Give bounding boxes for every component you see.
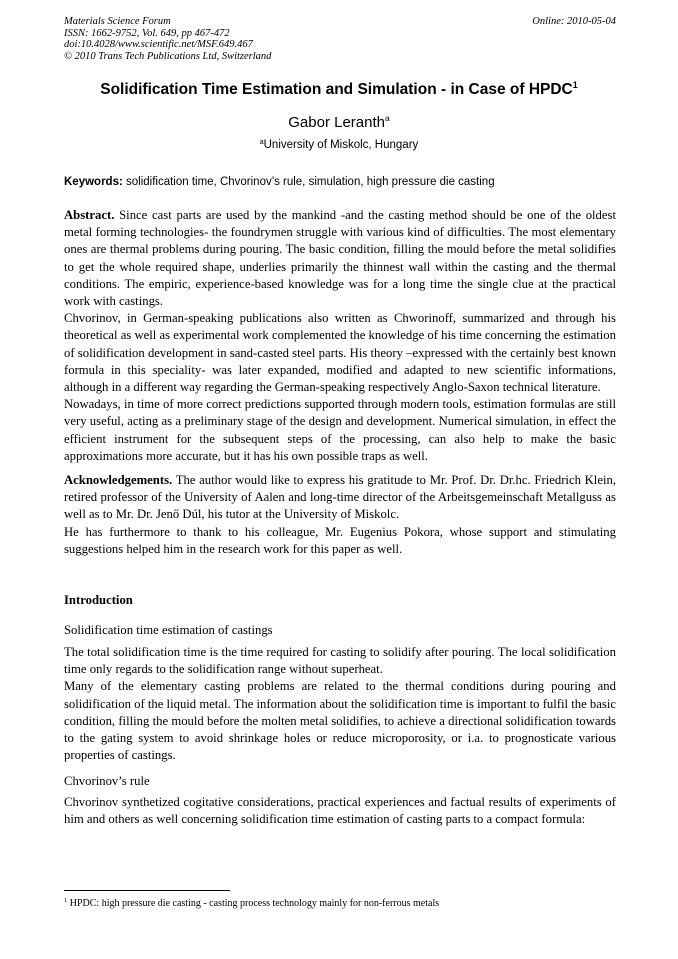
keywords bbox=[64, 176, 495, 188]
author bbox=[0, 113, 678, 131]
keywords-text: solidification time, Chvorinov’s rule, simulation, high pressure die casting bbox=[122, 176, 495, 188]
body-paragraph: The total solidification time is the time required for casting to solidify after pouring. The local solidification time only regards to the solidification range without superheat. bbox=[64, 645, 616, 677]
affiliation-mark: a bbox=[259, 139, 264, 146]
footnote-divider bbox=[64, 890, 230, 891]
paper-title bbox=[0, 80, 678, 99]
abstract-paragraph: Nowadays, in time of more correct predictions supported through modern tools, estimation formulas are still very useful, acting as a preliminary stage of the design and development. Numerical simulation, in effect the efficient instrument for the subsequent steps of the processing, can also help to make the basic approximations more accurate, but it has his own possible traps as well. bbox=[64, 397, 616, 463]
online-date: Online: 2010-05-04 bbox=[532, 16, 616, 27]
subsection-heading: Chvorinov’s rule bbox=[64, 774, 150, 788]
affiliation-text: University of Miskolc, Hungary bbox=[263, 139, 419, 151]
subsection-heading: Solidification time estimation of castings bbox=[64, 623, 273, 637]
introduction-heading: Introduction bbox=[64, 593, 133, 607]
ack-label: Acknowledgements. bbox=[64, 473, 173, 487]
copyright-line: © 2010 Trans Tech Publications Ltd, Switzerland bbox=[64, 50, 272, 62]
affiliation bbox=[0, 139, 678, 151]
abstract-text: Since cast parts are used by the mankind -and the casting method should be one of the oldest metal forming technologies- the foundrymen struggle with various kind of difficulties. The most elementary ones are thermal problems during pouring. The basic condition, filling the mould before the metal solidifies to get the whole required shape, underlies primarily the thinnest wall within the casting and the thermal conditions. The empiric, experience-based knowledge was for a long time the single clue at the practical work with castings. bbox=[64, 208, 616, 309]
body-paragraph: Chvorinov synthetized cogitative considerations, practical experiences and factual results of experiments of him and others as well concerning solidification time estimation of casting parts to a compact formula: bbox=[64, 795, 616, 827]
chvorinov-rule-section bbox=[64, 794, 616, 828]
footnote-text: HPDC: high pressure die casting - casting process technology mainly for non-ferrous metals bbox=[67, 898, 440, 909]
doi-line: doi:10.4028/www.scientific.net/MSF.649.467 bbox=[64, 39, 253, 50]
author-mark: a bbox=[385, 113, 390, 123]
footnote-mark: 1 bbox=[64, 897, 68, 904]
ack-text: The author would like to express his gratitude to Mr. Prof. Dr. Dr.hc. Friedrich Klein, retired professor of the University of Aalen and long-time director of the Arbeitsgemeinschaft Metallguss as well as to Mr. Dr. Jenő Dúl, his tutor at the University of Miskolc. bbox=[64, 473, 616, 522]
abstract-paragraph bbox=[64, 207, 616, 310]
abstract-paragraph: Chvorinov, in German-speaking publications also written as Chworinoff, summarized and through his theoretical as well as experimental work complemented the knowledge of his time concerning the estimation of solidification development in sand-casted steel parts. His theory –expressed with the certainly best known formula in this speciality- was later expanded, modified and adapted to new scientific informations, although in a different way regarding the German-speaking respectively Anglo-Saxon technical literature. bbox=[64, 311, 616, 395]
paper-title-text: Solidification Time Estimation and Simulation - in Case of HPDC bbox=[100, 81, 573, 98]
issn-line: ISSN: 1662-9752, Vol. 649, pp 467-472 bbox=[64, 27, 230, 39]
solidification-estimation-section bbox=[64, 644, 616, 764]
abstract-section bbox=[64, 207, 616, 465]
abstract-label: Abstract. bbox=[64, 208, 115, 222]
body-paragraph: Many of the elementary casting problems are related to the thermal conditions during pouring and solidification of the liquid metal. The information about the solidification time is important to fulfil the basic condition, filling the mould before the molten metal solidifies, to achieve a directional solidification towards to the gating system to avoid shrinkage holes or reduce microporosity, or i.a. to prognosticate various properties of castings. bbox=[64, 679, 616, 763]
title-footnote-mark: 1 bbox=[572, 80, 578, 90]
ack-paragraph: He has furthermore to thank to his colleague, Mr. Eugenius Pokora, whose support and stimulating suggestions helped him in the research work for this paper as well. bbox=[64, 524, 616, 556]
acknowledgements-section bbox=[64, 472, 616, 558]
keywords-label: Keywords: bbox=[64, 176, 123, 188]
journal-name: Materials Science Forum bbox=[64, 16, 171, 27]
author-name: Gabor Leranth bbox=[288, 114, 385, 131]
journal-header bbox=[64, 16, 616, 62]
ack-paragraph bbox=[64, 472, 616, 524]
footnote bbox=[64, 897, 439, 909]
